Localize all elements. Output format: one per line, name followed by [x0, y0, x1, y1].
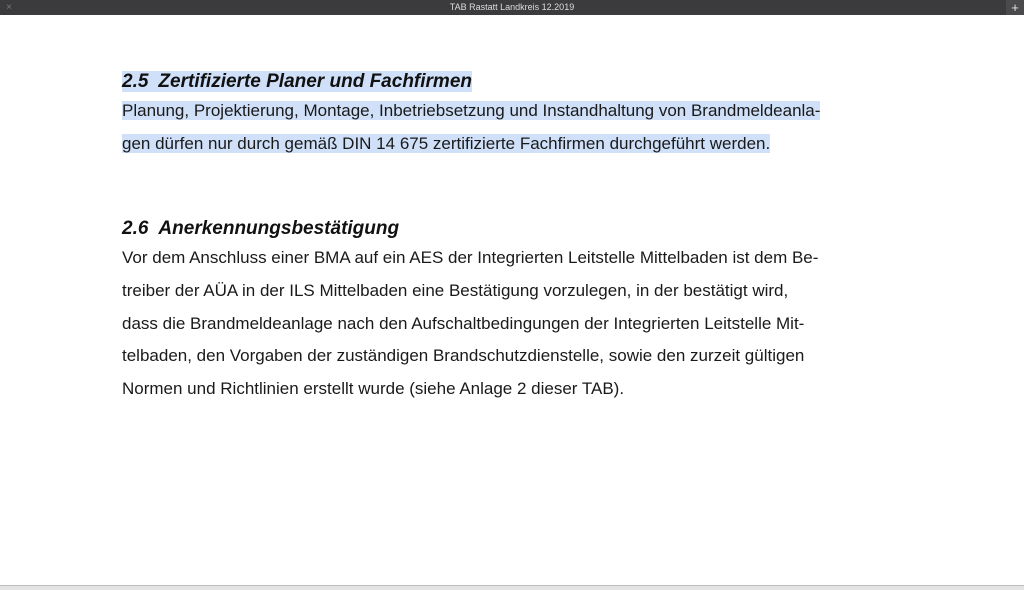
bottom-tab-strip [0, 585, 1024, 590]
section-2-5-title: Zertifizierte Planer und Fachfirmen [158, 71, 472, 92]
section-2-6-line-3: dass die Brandmeldeanlage nach den Aufschaltbedingungen der Integrierten Leitstelle Mit- [122, 314, 805, 333]
section-2-6-number: 2.6 [122, 218, 149, 239]
close-icon[interactable]: × [6, 2, 12, 13]
section-2-6-line-5: Normen und Richtlinien erstellt wurde (siehe Anlage 2 dieser TAB). [122, 379, 625, 398]
section-2-5-line-2 [122, 133, 770, 154]
section-2-5-heading [122, 71, 472, 93]
section-2-6-heading [122, 218, 399, 240]
section-2-5-text-2: gen dürfen nur durch gemäß DIN 14 675 zertifizierte Fachfirmen durchgeführt werden. [122, 134, 771, 153]
window-titlebar [0, 0, 1024, 15]
new-tab-button[interactable]: + [1006, 0, 1024, 15]
section-2-6-line-2: treiber der AÜA in der ILS Mittelbaden eine Bestätigung vorzulegen, in der bestätigt wird, [122, 281, 789, 300]
document-page [0, 15, 1024, 585]
section-2-5-text-1: Planung, Projektierung, Montage, Inbetriebsetzung und Instandhaltung von Brandmeldeanla- [122, 101, 821, 120]
window-title: TAB Rastatt Landkreis 12.2019 [449, 2, 575, 12]
section-2-5-line-1 [122, 100, 820, 121]
section-2-5-number: 2.5 [122, 71, 149, 92]
section-2-6-line-4: telbaden, den Vorgaben der zuständigen Brandschutzdienstelle, sowie den zurzeit gültigen [122, 346, 805, 365]
section-2-6-title: Anerkennungsbestätigung [158, 218, 400, 239]
section-2-6-line-1: Vor dem Anschluss einer BMA auf ein AES der Integrierten Leitstelle Mittelbaden ist dem Be- [122, 248, 819, 267]
